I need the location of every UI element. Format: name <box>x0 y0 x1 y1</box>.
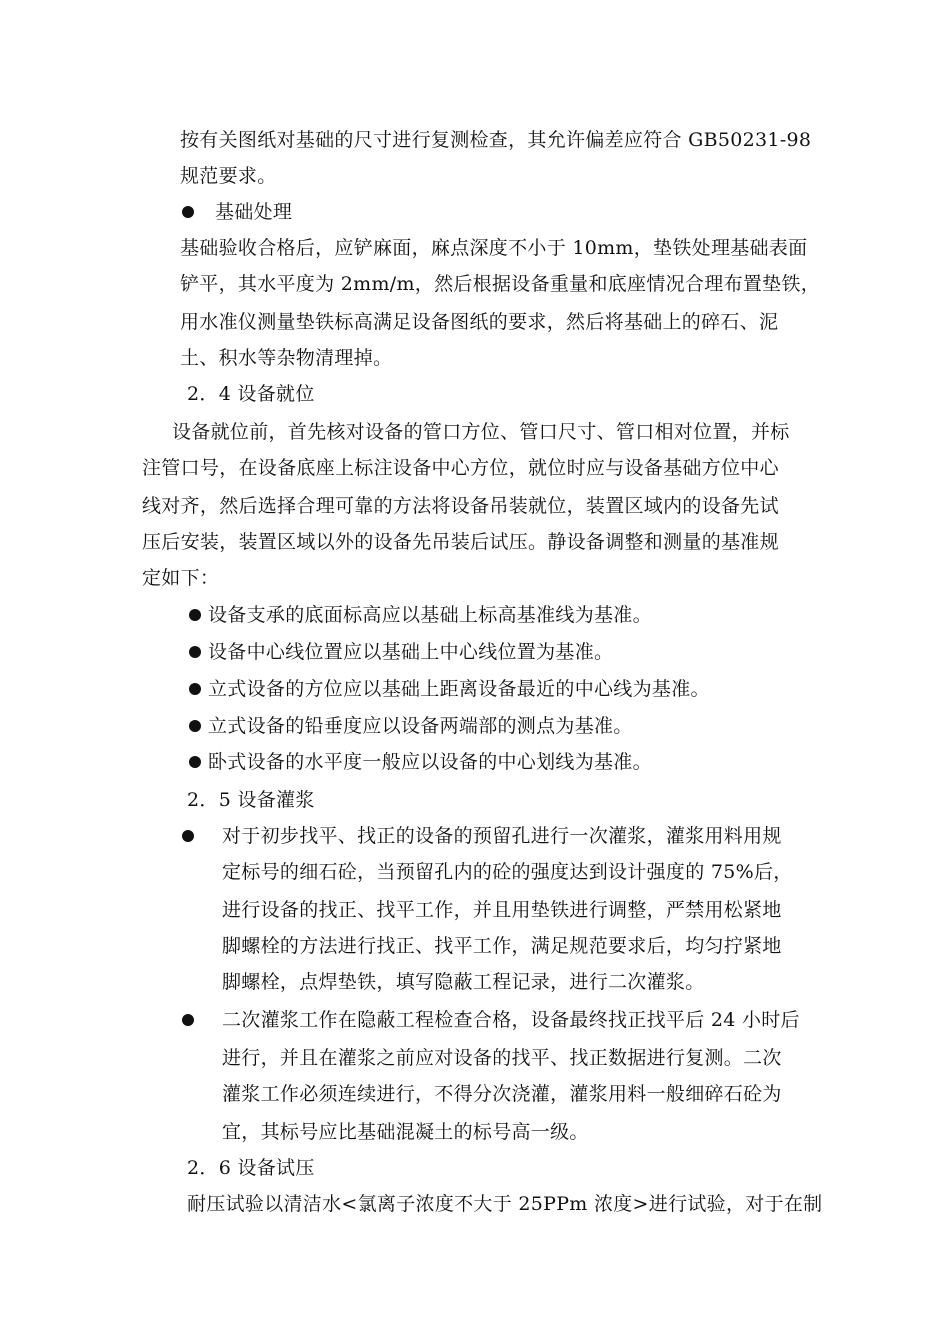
paragraph-line: 线对齐，然后选择合理可靠的方法将设备吊装就位，装置区域内的设备先试 <box>142 495 779 517</box>
paragraph-line: 耐压试验以清洁水<氯离子浓度不大于 25PPm 浓度>进行试验，对于在制 <box>187 1193 823 1215</box>
list-item-line: 脚螺栓的方法进行找正、找平工作，满足规范要求后，均匀拧紧地 <box>222 935 782 957</box>
paragraph-line: 基础验收合格后，应铲麻面，麻点深度不小于 10mm，垫铁处理基础表面 <box>180 237 808 259</box>
paragraph-line: 铲平，其水平度为 2mm/m，然后根据设备重量和底座情况合理布置垫铁， <box>180 273 821 295</box>
paragraph-line: 设备就位前，首先核对设备的管口方位、管口尺寸、管口相对位置，并标 <box>172 421 790 443</box>
paragraph-line: 定如下： <box>142 567 220 589</box>
paragraph-line: 压后安装，装置区域以外的设备先吊装后试压。静设备调整和测量的基准规 <box>142 531 779 553</box>
bullet-icon <box>189 756 201 768</box>
section-heading-2-4: 2．4 设备就位 <box>187 383 315 405</box>
subheading-foundation-treatment: 基础处理 <box>215 201 293 223</box>
list-item: 卧式设备的水平度一般应以设备的中心划线为基准。 <box>208 751 652 773</box>
list-item: 立式设备的铅垂度应以设备两端部的测点为基准。 <box>208 715 633 737</box>
bullet-icon <box>182 830 194 842</box>
list-item-line: 进行，并且在灌浆之前应对设备的找平、找正数据进行复测。二次 <box>222 1047 782 1069</box>
list-item-line: 宜，其标号应比基础混凝土的标号高一级。 <box>222 1121 589 1143</box>
section-heading-2-6: 2．6 设备试压 <box>187 1157 315 1179</box>
paragraph-line: 土、积水等杂物清理掉。 <box>180 347 393 369</box>
bullet-icon <box>189 609 201 621</box>
bullet-icon <box>182 1014 194 1026</box>
paragraph-line: 注管口号，在设备底座上标注设备中心方位，就位时应与设备基础方位中心 <box>142 457 779 479</box>
list-item-line: 二次灌浆工作在隐蔽工程检查合格，设备最终找正找平后 24 小时后 <box>222 1009 800 1031</box>
list-item: 立式设备的方位应以基础上距离设备最近的中心线为基准。 <box>208 678 710 700</box>
list-item-line: 灌浆工作必须连续进行，不得分次浇灌，灌浆用料一般细碎石砼为 <box>222 1083 782 1105</box>
bullet-icon <box>182 206 194 218</box>
list-item: 设备支承的底面标高应以基础上标高基准线为基准。 <box>208 604 652 626</box>
list-item-line: 对于初步找平、找正的设备的预留孔进行一次灌浆，灌浆用料用规 <box>222 825 782 847</box>
bullet-icon <box>189 646 201 658</box>
section-heading-2-5: 2．5 设备灌浆 <box>187 789 315 811</box>
paragraph-line: 用水准仪测量垫铁标高满足设备图纸的要求，然后将基础上的碎石、泥 <box>180 311 779 333</box>
bullet-icon <box>189 683 201 695</box>
list-item-line: 定标号的细石砼，当预留孔内的砼的强度达到设计强度的 75%后， <box>222 861 793 883</box>
list-item-line: 进行设备的找正、找平工作，并且用垫铁进行调整，严禁用松紧地 <box>222 899 782 921</box>
bullet-icon <box>189 720 201 732</box>
paragraph-line: 规范要求。 <box>180 165 277 187</box>
paragraph-line: 按有关图纸对基础的尺寸进行复测检查，其允许偏差应符合 GB50231-98 <box>180 129 812 151</box>
list-item: 设备中心线位置应以基础上中心线位置为基准。 <box>208 641 614 663</box>
list-item-line: 脚螺栓，点焊垫铁，填写隐蔽工程记录，进行二次灌浆。 <box>222 971 705 993</box>
